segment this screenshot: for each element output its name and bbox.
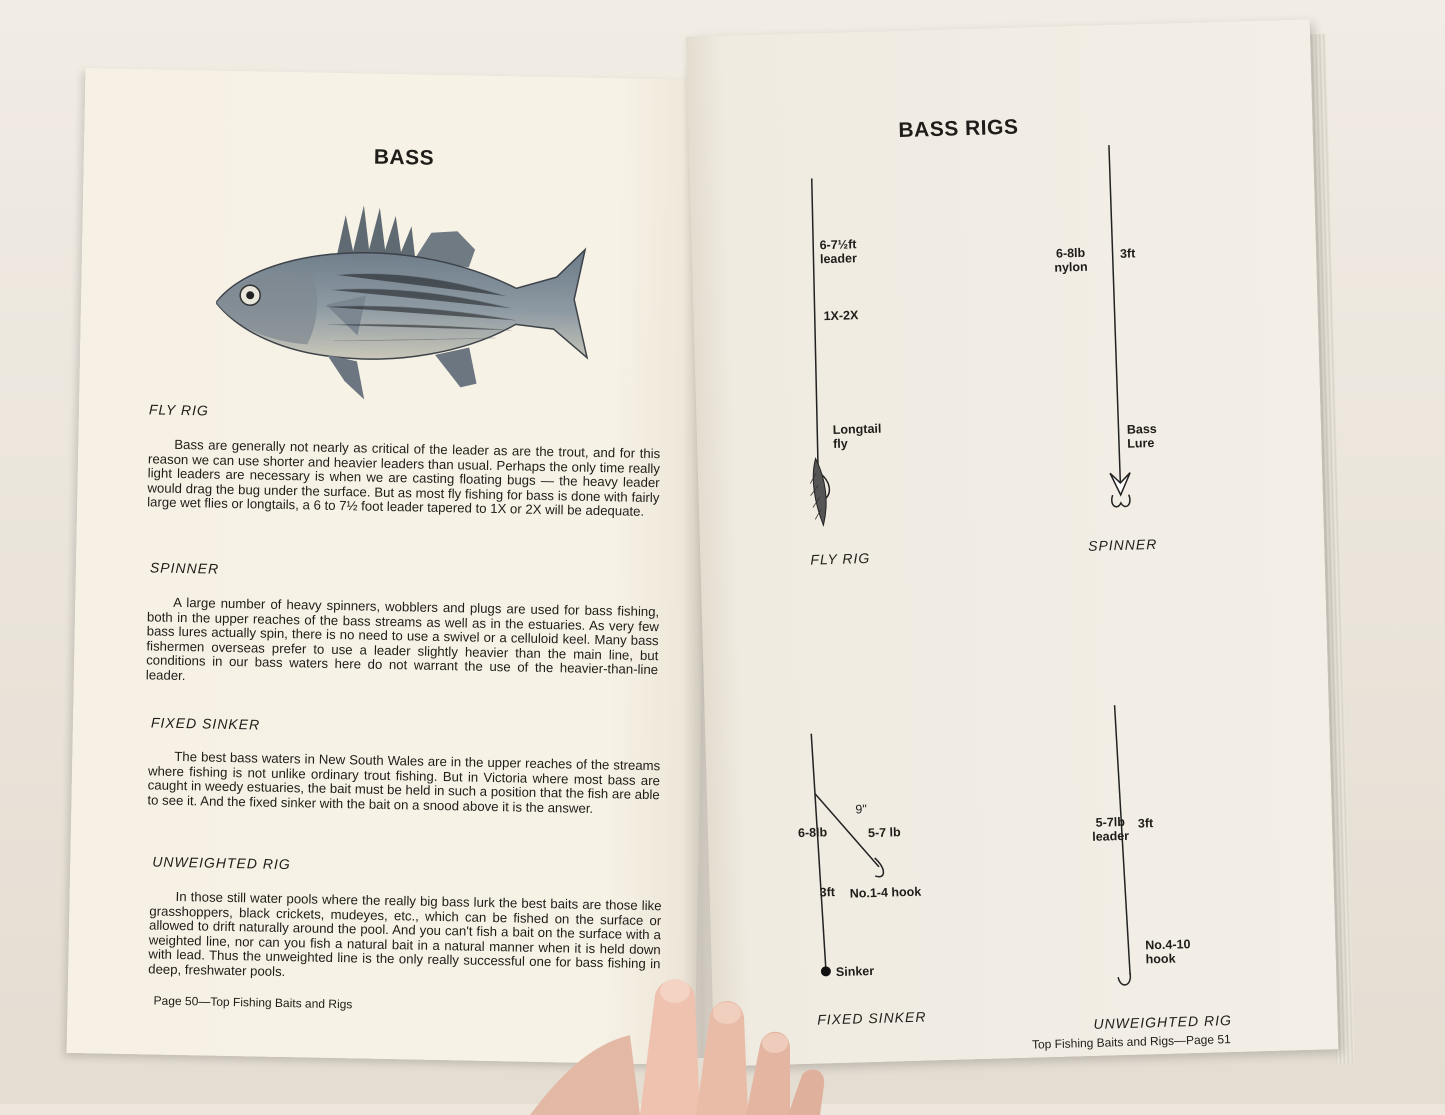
page-footer: Page 50—Top Fishing Baits and Rigs <box>153 993 353 1012</box>
open-book <box>70 28 1350 1058</box>
right-page <box>686 19 1339 1066</box>
spinner-caption: SPINNER <box>1087 535 1158 554</box>
left-page <box>67 68 714 1065</box>
fixed-sinker-hook-label: No.1-4 hook <box>849 884 922 901</box>
fixed-sinker-length-label: 3ft <box>819 885 836 900</box>
unweighted-rig-caption: UNWEIGHTED RIG <box>1093 1012 1233 1032</box>
paragraph-text: The best bass waters in New South Wales are in the upper reaches of the streams where fishing is not unlike ordinary trout fishing. But in Victoria where most bass are caught in weedy estuaries, the bait must be held in such a position that the fish are able to see it. And the fixed sinker with the bait on a snood above it is the answer. <box>147 748 661 816</box>
hand-photo-element <box>520 955 850 1115</box>
section-heading-fixed-sinker: FIXED SINKER <box>150 714 261 733</box>
fixed-sinker-snood-length: 9" <box>855 802 867 817</box>
page-title: BASS RIGS <box>898 115 1019 143</box>
bass-fish-illustration <box>214 183 598 405</box>
fixed-sinker-main-line-label: 6-8lb <box>797 825 828 841</box>
fly-rig-diagram <box>802 178 831 525</box>
unweighted-rig-diagram <box>1111 705 1131 985</box>
fixed-sinker-snood-label: 5-7 lb <box>867 825 901 841</box>
paragraph-text: In those still water pools where the really big bass lurk the best baits are those like grasshoppers, black crickets, mudeyes, etc., which can be fished on the surface or allowed to drift naturally around the pool. And you can't fish a bait on the surface with a weighted line, nor can you fish a natural bait in a natural manner when it is held down with lead. Thus the unweighted line is the only really successful one for bass fishing in deep, freshwater pools. <box>148 888 662 980</box>
fly-rig-fly-label: Longtail fly <box>832 421 882 451</box>
rig-diagrams <box>686 19 1339 1066</box>
unweighted-leader-label: 5-7lb leader <box>1092 814 1130 844</box>
fixed-sinker-diagram <box>811 732 886 980</box>
fly-rig-leader-label: 6-7½ft leader <box>819 237 858 267</box>
fly-rig-tippet-label: 1X-2X <box>823 308 859 324</box>
paragraph-text: Bass are generally not nearly as critical of the leader as are the trout, and for this reason we can use shorter and heavier leaders than usual. Perhaps the only time really light leaders are necessary is when we are casting floating bugs — the heavy leader would drag the bug under the surface. But as most fly fishing for bass is done with fairly large wet flies or longtails, a 6 to 7½ foot leader tapered to 1X or 2X will be adequate. <box>147 436 661 520</box>
section-heading-fly-rig: FLY RIG <box>148 401 210 419</box>
unweighted-length-label: 3ft <box>1137 816 1154 831</box>
spinner-lure-label: Bass Lure <box>1126 421 1157 451</box>
unweighted-hook-label: No.4-10 hook <box>1145 937 1191 967</box>
page-title: BASS <box>373 145 435 170</box>
page-footer: Top Fishing Baits and Rigs—Page 51 <box>1031 1032 1231 1052</box>
spinner-diagram <box>1101 145 1131 507</box>
fixed-sinker-caption: FIXED SINKER <box>817 1008 927 1028</box>
section-heading-spinner: SPINNER <box>149 559 220 577</box>
spinner-length-label: 3ft <box>1119 246 1136 261</box>
fixed-sinker-sinker-label: Sinker <box>835 964 875 980</box>
paragraph-fly-rig <box>147 437 660 520</box>
paragraph-fixed-sinker <box>147 749 660 817</box>
paragraph-spinner <box>146 595 660 692</box>
fly-rig-caption: FLY RIG <box>810 549 871 568</box>
paragraph-text: A large number of heavy spinners, wobblers and plugs are used for bass fishing, both in the upper reaches of the bass streams as well as in the estuaries. As very few bass lures actually spin, there is no need to use a swivel or a celluloid keel. Many bass fishermen overseas prefer to use a leader slightly heavier than the main line, but conditions in our bass waters here do not warrant the use of the heavier-than-line leader. <box>145 594 660 684</box>
spinner-line-label: 6-8lb nylon <box>1054 245 1088 275</box>
section-heading-unweighted-rig: UNWEIGHTED RIG <box>152 853 291 873</box>
